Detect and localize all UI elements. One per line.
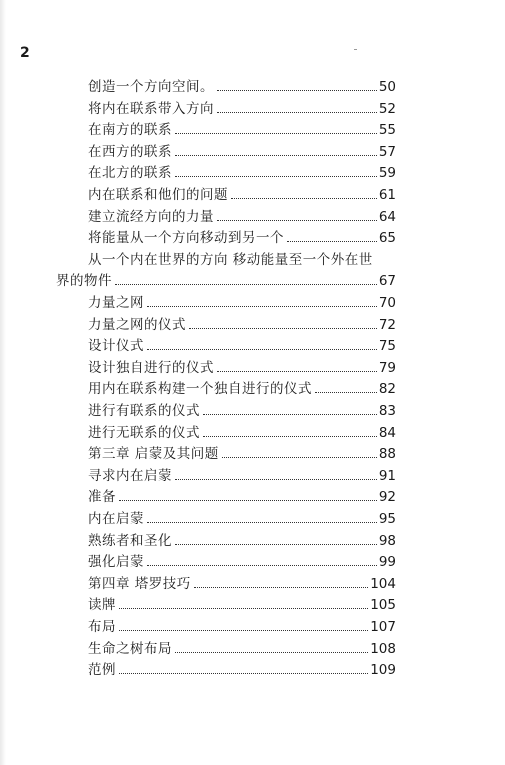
toc-page-number: 84 — [378, 424, 396, 441]
toc-leader-dots — [147, 306, 377, 307]
toc-leader-dots — [147, 522, 377, 523]
toc-entry-label: 从一个内在世界的方向 移动能量至一个外在世 — [88, 251, 373, 268]
toc-entry-label: 强化启蒙 — [88, 554, 144, 571]
toc-page-number: 64 — [378, 208, 396, 225]
toc-entry-label: 范例 — [88, 662, 116, 679]
toc-entry-label: 进行无联系的仪式 — [88, 424, 200, 441]
toc-entry — [88, 423, 396, 444]
toc-entry — [88, 660, 396, 681]
toc-page-number: 59 — [378, 165, 396, 182]
toc-entry-label: 熟练者和圣化 — [88, 532, 172, 549]
toc-entry — [88, 379, 396, 400]
toc-entry — [88, 466, 396, 487]
toc-leader-dots — [119, 608, 368, 609]
toc-entry — [56, 271, 396, 292]
toc-entry — [88, 401, 396, 422]
toc-leader-dots — [147, 565, 377, 566]
toc-page-number: 99 — [378, 554, 396, 571]
toc-entry — [88, 531, 396, 552]
toc-page-number: 107 — [370, 619, 396, 635]
toc-leader-dots — [119, 500, 377, 501]
toc-entry-label: 内在启蒙 — [88, 511, 144, 527]
toc-entry-label: 第三章 启蒙及其问题 — [88, 446, 219, 463]
toc-page-number: 95 — [378, 511, 396, 527]
scan-speck — [354, 49, 357, 50]
toc-entry — [88, 509, 396, 530]
toc-leader-dots — [217, 112, 377, 113]
toc-entry — [88, 487, 396, 508]
toc-entry-label: 生命之树布局 — [88, 640, 172, 657]
toc-entry-label: 寻求内在启蒙 — [88, 467, 172, 484]
toc-page-number: 105 — [370, 597, 396, 614]
toc-entry-label-continued: 界的物件 — [56, 273, 112, 290]
toc-leader-dots — [175, 652, 368, 653]
toc-entry — [88, 336, 396, 357]
toc-page-number: 98 — [378, 532, 396, 549]
toc-leader-dots — [175, 155, 377, 156]
page-number: 2 — [20, 45, 30, 61]
toc-entry-label: 创造一个方向空间。 — [88, 79, 214, 95]
toc-entry-label: 在北方的联系 — [88, 165, 172, 182]
toc-leader-dots — [217, 371, 377, 372]
toc-entry — [88, 228, 396, 249]
toc-page-number: 65 — [378, 230, 396, 247]
toc-entry — [88, 595, 396, 616]
toc-entry — [88, 444, 396, 465]
toc-entry — [88, 99, 396, 120]
toc-page-number: 82 — [378, 381, 396, 398]
toc-page-number: 79 — [378, 359, 396, 376]
toc-entry-label: 第四章 塔罗技巧 — [88, 575, 191, 592]
toc-entry-label: 进行有联系的仪式 — [88, 403, 200, 419]
toc-entry-label: 将能量从一个方向移动到另一个 — [88, 230, 284, 247]
toc-entry-label: 准备 — [88, 489, 116, 506]
toc-page-number: 55 — [378, 122, 396, 139]
toc-leader-dots — [147, 349, 377, 350]
toc-leader-dots — [217, 90, 377, 91]
toc-leader-dots — [222, 457, 377, 458]
toc-page-number: 88 — [378, 446, 396, 463]
toc-page-number: 91 — [378, 467, 396, 484]
toc-entry-label: 力量之网的仪式 — [88, 316, 186, 333]
toc-leader-dots — [189, 328, 377, 329]
toc-leader-dots — [119, 630, 368, 631]
toc-entry-label: 设计仪式 — [88, 338, 144, 355]
toc-page-number: 50 — [378, 79, 396, 95]
toc-entry — [88, 293, 396, 314]
toc-leader-dots — [203, 436, 377, 437]
toc-entry-label: 在南方的联系 — [88, 122, 172, 139]
toc-page-number: 70 — [378, 295, 396, 311]
toc-page-number: 109 — [370, 662, 396, 679]
toc-entry — [88, 120, 396, 141]
toc-page-number: 108 — [370, 640, 396, 657]
toc-page-number: 67 — [378, 273, 396, 290]
toc-leader-dots — [115, 284, 377, 285]
toc-leader-dots — [175, 176, 377, 177]
toc-entry-label: 力量之网 — [88, 295, 144, 311]
toc-leader-dots — [175, 544, 377, 545]
toc-leader-dots — [231, 198, 377, 199]
toc-page-number: 75 — [378, 338, 396, 355]
toc-entry-label: 读牌 — [88, 597, 116, 614]
toc-leader-dots — [203, 414, 377, 415]
toc-entry — [88, 552, 396, 573]
toc-entry — [88, 358, 396, 379]
toc-entry — [88, 315, 396, 336]
toc-entry-label: 设计独自进行的仪式 — [88, 359, 214, 376]
toc-page-number: 52 — [378, 100, 396, 117]
toc-entry-line — [88, 250, 373, 271]
toc-entry-label: 布局 — [88, 619, 116, 635]
toc-page-number: 61 — [378, 187, 396, 203]
toc-entry — [88, 77, 396, 98]
toc-page-number: 57 — [378, 143, 396, 160]
toc-entry-label: 用内在联系构建一个独自进行的仪式 — [88, 381, 312, 398]
toc-leader-dots — [119, 673, 368, 674]
toc-entry — [88, 207, 396, 228]
toc-leader-dots — [217, 220, 377, 221]
toc-entry — [88, 617, 396, 638]
toc-entry — [88, 163, 396, 184]
toc-leader-dots — [287, 241, 377, 242]
toc-page-number: 92 — [378, 489, 396, 506]
toc-leader-dots — [175, 479, 377, 480]
toc-entry-label: 内在联系和他们的问题 — [88, 187, 228, 203]
toc-entry-label: 将内在联系带入方向 — [88, 100, 214, 117]
toc-leader-dots — [175, 133, 377, 134]
toc-entry — [88, 574, 396, 595]
toc-page-number: 83 — [378, 403, 396, 419]
toc-leader-dots — [194, 587, 368, 588]
toc-entry — [88, 639, 396, 660]
toc-entry-label: 建立流经方向的力量 — [88, 208, 214, 225]
toc-page-number: 72 — [378, 316, 396, 333]
page-edge-shadow — [0, 0, 6, 765]
toc-page-number: 104 — [370, 575, 396, 592]
toc-entry — [88, 142, 396, 163]
toc-entry — [88, 185, 396, 206]
toc-entry-label: 在西方的联系 — [88, 143, 172, 160]
toc-leader-dots — [315, 392, 377, 393]
